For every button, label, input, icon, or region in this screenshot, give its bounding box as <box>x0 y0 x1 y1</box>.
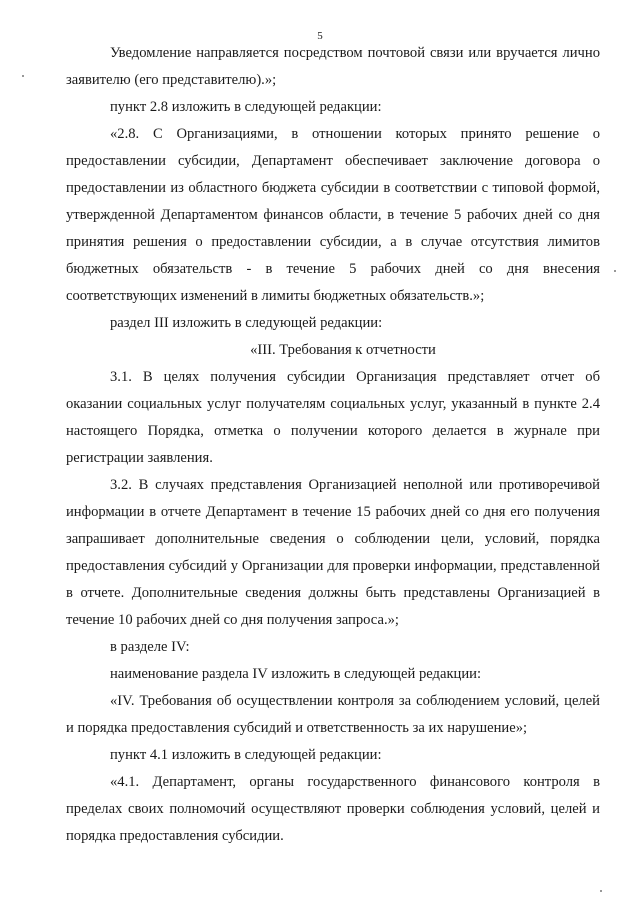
paragraph-amend-2-8: пункт 2.8 изложить в следующей редакции: <box>110 99 382 115</box>
paragraph-clause-3-2: 3.2. В случаях представления Организацией неполной или противоречивой информации в отчете Департамент в течение 15 рабочих дней со дня его получения запрашивает дополнительные сведения о соблюдении цели, условий, порядка предоставления субсидий у Организации для проверки информации, представленной в отчете. Дополнительные сведения должны быть представлены Организацией в течение 10 рабочих дней со дня получения запроса.»; <box>66 477 600 628</box>
paragraph-amend-4-1: пункт 4.1 изложить в следующей редакции: <box>110 747 382 763</box>
document-body <box>66 40 600 850</box>
paragraph-section-4-title-amend: наименование раздела IV изложить в следующей редакции: <box>110 666 482 682</box>
paragraph-amend-section-3: раздел III изложить в следующей редакции: <box>110 315 383 331</box>
scan-speck <box>614 270 616 272</box>
paragraph-clause-4-1: «4.1. Департамент, органы государственного финансового контроля в пределах своих полномочий осуществляют проверки соблюдения условий, целей и порядка предоставления субсидии. <box>66 774 600 844</box>
scan-speck <box>600 890 602 892</box>
section-3-heading: «III. Требования к отчетности <box>250 342 436 358</box>
scan-speck <box>22 75 24 77</box>
page-number: 5 <box>317 30 323 42</box>
paragraph-notification: Уведомление направляется посредством почтовой связи или вручается лично заявителю (его представителю).»; <box>66 45 600 88</box>
paragraph-section-4-title: «IV. Требования об осуществлении контроля за соблюдением условий, целей и порядка предоставления субсидий и ответственность за их нарушение»; <box>66 693 600 736</box>
paragraph-clause-3-1: 3.1. В целях получения субсидии Организация представляет отчет об оказании социальных услуг получателям социальных услуг, указанный в пункте 2.4 настоящего Порядка, отметка о получении которого делается в журнале при регистрации заявления. <box>66 369 600 466</box>
paragraph-clause-2-8: «2.8. С Организациями, в отношении которых принято решение о предоставлении субсидии, Департамент обеспечивает заключение договора о предоставлении из областного бюджета субсидии в соответствии с типовой формой, утвержденной Департаментом финансов области, в течение 5 рабочих дней со дня принятия решения о предоставлении субсидии, а в случае отсутствия лимитов бюджетных обязательств - в течение 5 рабочих дней со дня внесения соответствующих изменений в лимиты бюджетных обязательств.»; <box>66 126 600 304</box>
paragraph-section-4: в разделе IV: <box>110 639 190 655</box>
